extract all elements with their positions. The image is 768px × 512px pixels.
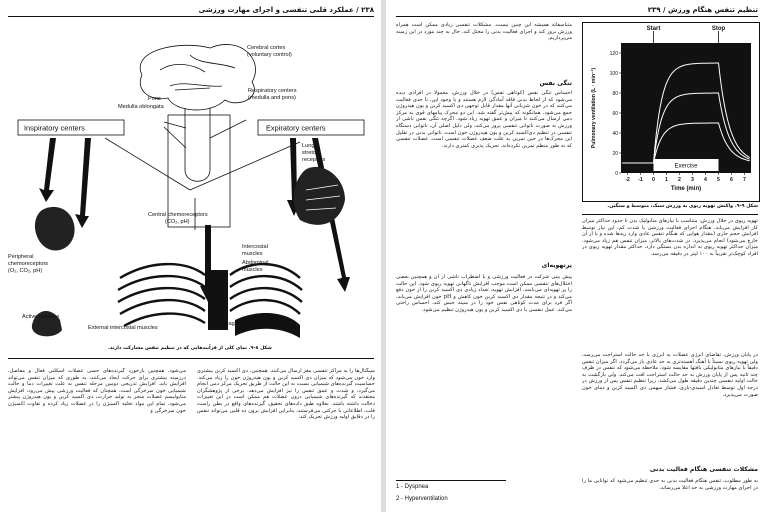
- x-tick-label-0: -2: [625, 177, 630, 183]
- ventilation-text: تهویه ریوی در خلال ورزش، متناسب با نیازهای متابولیک بدن تا حدود حداکثر میزان کار افزایش می‌یابد. هنگام اجرای فعالیت ورزشی با شدت کم، این نیاز توسط افزایش حجم جاری (مقدار هوایی که هنگام تنفس عادی وارد ریه‌ها شده و یا از آن خارج می‌شود) انجام می‌پذیرد. در شدت‌های بالاتر، میزان تنفس هم زیاد می‌شود. میزان حداکثر تهویه ریوی به اندازه بدن بستگی دارد. حداکثر مقدار تهویه ریوی در افراد کوچک‌تر تقریباً به ۱۰۰ لیتر در دقیقه می‌رسد.: [582, 218, 758, 257]
- x-tick-label-6: 4: [704, 177, 707, 183]
- intro-text: متناسفانه همیشه این چنین نیست. مشکلات تنفسی زیادی ممکن است همراه ورزش بروز کند و اجرای فعالیت بدنی را مختل کند. حال به چند مورد در این زمینه می‌پردازیم.: [396, 22, 572, 42]
- label-external-intercostal: External intercostal muscles: [88, 325, 158, 331]
- recovery-text: در پایان ورزش، تقاضای انرژی عضلات به انرژی با حد حالت استراحت می‌رسد، ولی تهویه ریوی نسبتاً با آهنگ آهسته‌تری به حد عادی باز می‌گردد. اگر میزان تنفس دقیقاً با نیازهای متابولیکی بافتها مقایسه شود، ملاحظه می‌شود که تنفس در ظرف چند ثانیه پس از پایان ورزش به حد حالت استراحت افت می‌کند. ولی بازگشت به حالت اولیه تنفسی چندین دقیقه طول می‌کشد، زیرا تنظیم تنفس پس از ورزش در درجه اول توسط تعادل اسیدی-بازی، فشار سهمی دی اکسید کربن و دمای خون صورت می‌پذیرد.: [582, 352, 758, 398]
- label-active-muscles: Active muscles: [22, 314, 60, 320]
- label-cortex: Cerebral cortex: [247, 45, 286, 51]
- label-peripheral-sub: (O₂, CO₂, pH): [8, 268, 43, 274]
- label-respiratory-centers: Respiratory centers: [248, 88, 297, 94]
- label-cortex-sub: (voluntary control): [247, 52, 292, 58]
- x-tick-label-3: 1: [665, 177, 668, 183]
- left-page: [0, 0, 382, 512]
- x-tick-label-4: 2: [678, 177, 681, 183]
- label-central-sub: (CO₂, pH): [165, 219, 190, 225]
- label-central-chemo: Central chemoreceptors: [148, 212, 208, 218]
- label-abdominal: Abdominal: [242, 260, 269, 266]
- dyspnea-text: احساس تنگی نفس (کوتاهی نفس) در خلال ورزش، معمولاً در افرادی دیده می‌شود که از لحاظ بدنی فاقد آمادگی لازم هستند و یا وجود این، تا حدی فعالیت می‌کنند که در خون شریانی آنها مقدار قابل توجهی دی اکسید کربن و یون هیدروژن جمع می‌شود. همانگونه که پیش‌تر گفته شد، این دو محرک پیامهای قوی به مرکز دمی ارسال می‌کنند تا میزان و عمق تهویه زیاد شود. اگرچه تنگی نفس ناشی از ورزش به صورت ناتوانی تنفسی بروز می‌کند، ولی دلیل اصلی آن، ناتوانی دستگاه تنفسی در تنظیم دی‌اکسید کربن و یون هیدروژن خون است. ناتوانی بدنی در تقلیل این محرک‌ها در حین تمرین به علت ضعف عضلات تنفسی است. عضلات تنفسی که به طور منظم تمرین نکرده‌اند، تحریک پذیری کمتری دارند.: [396, 90, 572, 149]
- label-chemoreceptors: chemoreceptors: [8, 261, 49, 267]
- heading-dyspnea: تنگی نفس: [539, 80, 572, 87]
- label-stretch: stretch: [302, 150, 319, 156]
- left-col-right-text: سیگنال‌ها را به مراکز تنفسی مغز ارسال می‌کنند. همچنین، دی اکسید کربن بیشتری وارد خون می‌شود که میزان دی اکسید کربن و یون هیدروژن خون را زیاد می‌کند. حساسیت گیرنده‌های شیمیایی نسبت به این حالت از طریق تحریک مرکز دمی انجام می‌گیرد، و شدت و عمق تنفس را نیز افزایش می‌دهد. برخی از پژوهشگران معتقدند که گیرنده‌های شیمیایی درون عضلات هم ممکن است در این تغییرات دخالت داشته باشند. بعلاوه طبق داده‌های تحقیق، گیرنده‌های واقع در بطن راست قلب، اطلاعاتی با حرکتی می‌فرستند، بنابراین افزایش برون ده قلبی می‌تواند تنفس را در دقایق اولیه ورزش تحریک کند.: [197, 368, 375, 421]
- y-tick-label-5: 100: [609, 70, 618, 77]
- header-rule: [396, 16, 758, 17]
- y-tick-label-2: 40: [612, 130, 618, 137]
- x-tick-label-5: 3: [691, 177, 694, 183]
- start-label: Start: [646, 26, 661, 32]
- left-page-header: [199, 6, 374, 14]
- page-number: ۲۳۸: [361, 6, 374, 14]
- footnote-2: 2 - Hyperventilation: [396, 496, 448, 502]
- label-peripheral: Peripheral: [8, 254, 34, 260]
- header-rule: [8, 16, 374, 17]
- label-lung: Lung: [302, 143, 315, 149]
- left-col-left-text: می‌شود. همچنین بازخورد گیرنده‌های حسی عضلات اسکلتی فعال و مفاصل، درزمینه بیشتری برای حرکت ایجاد می‌کنند، به طوری که میزان تنفس می‌تواند افزایش یابد. افزایش تدریجی دومین مرحله تنفس به علت تغییرات دما و حالت شیمیایی خون سرخرگی است. همچنان که فعالیت ورزشی پیش می‌رود، افزایش متابولیسم عضلات منجر به تولید حرارت، دی اکسید کربن و یون هیدروژن بیشتر می‌شود. تمام این مواد تخلیه اکسیژن را در عضلات زیاد کرده و تفاوت اکسیژن خون سرخرگی و: [8, 368, 186, 414]
- x-tick-label-9: 7: [743, 177, 746, 183]
- stop-label: Stop: [711, 26, 726, 32]
- respiration-control-figure: [0, 20, 382, 370]
- running-head: تنظیم تنفس هنگام ورزش: [668, 6, 758, 14]
- breathing-problems-text: به طور مطلوب، تنفس هنگام فعالیت بدنی به حدی تنظیم می‌شود که توانایی ما را در اجرای مهارت ورزشی به حد اعلا می‌رساند.: [582, 478, 758, 491]
- label-expiratory-centers: Expiratory centers: [266, 123, 326, 133]
- label-diaphragm: Diaphragm: [212, 321, 240, 327]
- page-number: ۲۳۹: [647, 6, 661, 14]
- right-page: [386, 0, 768, 512]
- label-intercostal: Intercostal: [242, 244, 268, 250]
- x-tick-label-7: 5: [717, 177, 720, 183]
- label-medulla: Medulla oblongata: [118, 104, 164, 110]
- footnote-1: 1 - Dyspnea: [396, 484, 429, 490]
- running-head: عملکرد قلبی تنفسی و اجرای مهارت ورزشی: [198, 6, 354, 14]
- label-receptors: receptors: [302, 157, 326, 163]
- heading-hyperventilation: پرتهویه‌ای: [541, 262, 572, 269]
- footnote-rule: [396, 480, 506, 481]
- y-axis-label: Pulmonary ventilation (L · min⁻¹): [591, 67, 597, 149]
- y-tick-label-6: 120: [609, 50, 618, 57]
- ventilation-chart: [583, 23, 759, 201]
- label-abdominal-muscles: muscles: [242, 267, 263, 273]
- graph-panel: [582, 22, 760, 202]
- caption-rule: [8, 358, 374, 359]
- x-axis-label: Time (min): [670, 186, 702, 192]
- x-tick-label-8: 6: [730, 177, 733, 183]
- y-tick-label-0: 0: [615, 170, 618, 177]
- label-intercostal-muscles: muscles: [242, 251, 263, 257]
- header-separator: /: [353, 6, 359, 14]
- heading-breathing-problems: مشکلات تنفسی هنگام فعالیت بدنی: [649, 466, 758, 473]
- header-separator: /: [660, 6, 666, 14]
- exercise-label: Exercise: [674, 163, 698, 170]
- label-pons: Pons: [148, 96, 161, 102]
- graph-caption-rule: [582, 214, 758, 215]
- y-tick-label-3: 60: [612, 110, 618, 117]
- graph-caption: شکل ۹-۹. واکنش تهویه ریوی به ورزش سبک، متوسط و سنگین.: [607, 204, 758, 209]
- y-tick-label-1: 20: [612, 150, 618, 157]
- label-respiratory-sub: (medulla and pons): [248, 95, 296, 101]
- y-tick-label-4: 80: [612, 90, 618, 97]
- right-page-header: [648, 6, 758, 14]
- label-inspiratory-centers: Inspiratory centers: [24, 123, 85, 133]
- plot-area: [621, 43, 751, 173]
- x-tick-label-2: 0: [652, 177, 655, 183]
- figure-caption: شکل ۸-۹. نمای کلی از فرآیندهایی که در تنظیم تنفس مشارکت دارند.: [108, 346, 272, 351]
- x-tick-label-1: -1: [638, 177, 643, 183]
- hyperventilation-text: پیش بینی شرکت در فعالیت ورزشی و یا اضطراب ناشی از آن و همچنین بعضی اختلال‌های تنفسی ممکن است موجب افزایش ناگهانی تهویه ریوی شود. این حالت را پر تهویه‌ای می‌نامند. افزایش تهویه، تعداد زیادی دی اکسید کربن را از خون دفع می‌کند و در نتیجه مقدار دی اکسید کربن خون کاهش و pH خون افزایش می‌یابد. اگر فرد برای مدت کوتاهی نفس خود را در سینه حبس کند، احساس راحتی می‌کند. عمل تنفسی با دی اکسید کربن و یون هیدروژن تنظیم می‌شود.: [396, 274, 572, 313]
